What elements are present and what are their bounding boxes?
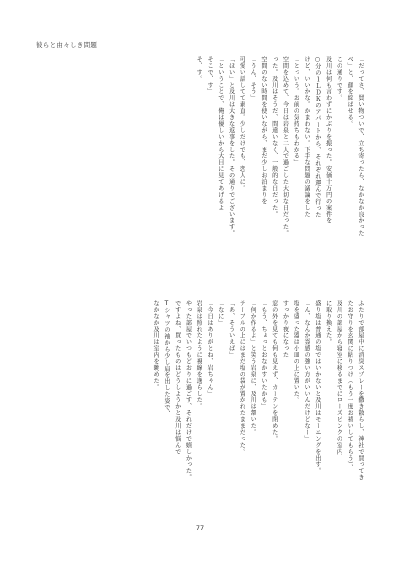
text-line: Tシャツの袖から少し肩を出した姿で、 bbox=[162, 300, 170, 417]
upper-text-column bbox=[36, 56, 364, 301]
text-line: 「あ、そういえば」 bbox=[227, 300, 235, 359]
text-line: 盛り塩は普通の塩ではいかないと及川はモーニングを出す。 bbox=[313, 300, 321, 475]
text-line: ふたりで部屋中に消臭スプレーを撒き散らし、神社で買ってき bbox=[357, 300, 364, 481]
page-header: 彼らと由々しき問題 bbox=[36, 41, 98, 49]
text-line: 空間を込めて、今日は岩泉と二人で過ごした大切な日だった。 bbox=[281, 56, 289, 237]
text-line: 「とっいう。お前の気持ちもわかる」 bbox=[292, 56, 300, 166]
text-line: 「だってさ、買い物ついで、立ち寄ったら、なかなか良かった bbox=[357, 56, 364, 237]
text-line: たお守りを玄関に貼りつけ（もう一度お祓いしてもらう）、 bbox=[346, 300, 354, 472]
text-line: 「なに」 bbox=[216, 300, 224, 326]
text-line: けど、いいかな。かまわない。下手な問題の議論をした bbox=[303, 56, 311, 218]
text-line: 「ということで、俺は優しいから大目に見てあげるよ bbox=[216, 56, 224, 211]
text-line: った。及川はそうだ、間違いなく、一般的な日だった。 bbox=[270, 56, 278, 218]
text-line: 空間のない時間を使いながら、まだ少しお泊まりを bbox=[259, 56, 267, 205]
text-line: 窓の外を見ても何も見えず、カーテンを閉めた。 bbox=[270, 300, 278, 442]
text-line: 「もう、ちょっとおなかすいたかも」 bbox=[259, 300, 267, 410]
text-line: やった部屋でいつもどおりに過ごす、それだけで嬉しかった。 bbox=[184, 300, 192, 481]
text-line: 可愛い話してて素直。少しだけでも、恋人に。 bbox=[238, 56, 246, 192]
text-line: に取り換えた。 bbox=[324, 300, 332, 346]
text-line: 及川の部屋から寝室に移るまでにローズピンクの室内 bbox=[335, 300, 343, 455]
page-number: 77 bbox=[195, 524, 205, 532]
text-line: ○分の１ＬＤＫのアパートから、それぞれ運んで行った bbox=[313, 56, 321, 219]
lower-text-column bbox=[36, 300, 364, 540]
text-line: 「うん、そう」 bbox=[249, 56, 257, 102]
text-line: そこで、す」 bbox=[206, 56, 214, 95]
text-line: 塩を盛った器は小皿の上に置いた。 bbox=[292, 300, 300, 404]
text-line: 「何か作るよ」と笑う岩泉に、及川は頷いた。 bbox=[249, 300, 257, 436]
text-line: 「ん、なんか霊感の強い方がいいんだけどなー」 bbox=[303, 300, 311, 442]
text-line: 岩泉は照れたように視線を逸らした。 bbox=[195, 300, 203, 410]
text-line: そ、す。 bbox=[195, 56, 203, 82]
text-line: 及川は何も言わずにかぶりを振った。安価十万円の案件を bbox=[324, 56, 332, 224]
text-line: すっかり夜になった bbox=[281, 300, 289, 359]
text-line: 「今日はありがとね、岩ちゃん」 bbox=[206, 300, 214, 397]
text-line: なかなか及川は室内を眺めた。 bbox=[152, 300, 160, 391]
text-line: 「ほい」と及川は大きな返事をした。その通りでございます。 bbox=[227, 56, 235, 237]
text-line: ですよね、買ったものはどうしようかと及川は悩んで bbox=[173, 300, 181, 455]
text-line: この通りです。 bbox=[335, 56, 343, 102]
text-line: べ」と、顔を綻ばせる。 bbox=[346, 56, 354, 127]
text-line: テーブルの上にはまだ塩の袋が置かれたままだった。 bbox=[238, 300, 246, 455]
